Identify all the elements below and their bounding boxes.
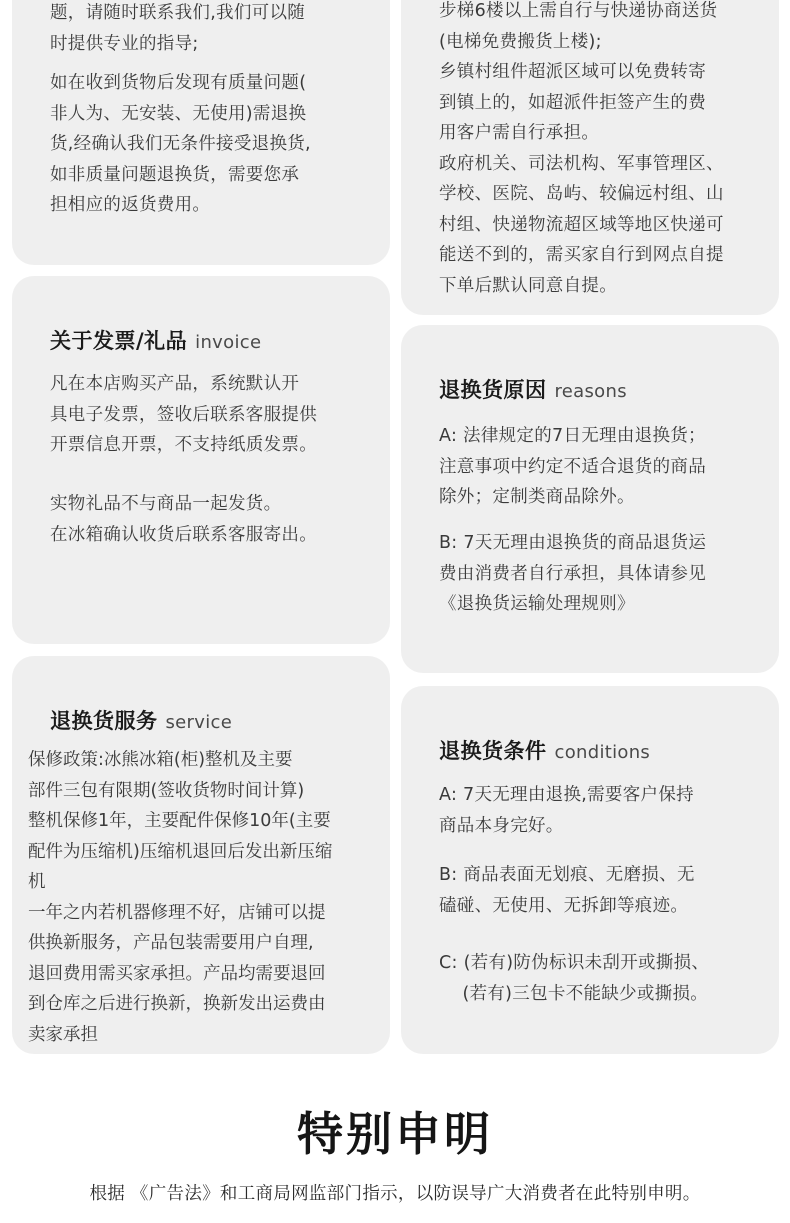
conditions-title-zh: 退换货条件 <box>439 739 547 763</box>
info-card-service <box>12 656 390 1054</box>
gift-text: 实物礼品不与商品一起发货。 在冰箱确认收货后联系客服寄出。 <box>50 494 317 545</box>
conditions-c-text: C: (若有)防伪标识未刮开或撕损、 (若有)三包卡不能缺少或撕损。 <box>439 953 710 1004</box>
reasons-title-zh: 退换货原因 <box>439 378 547 402</box>
info-card-reasons <box>401 325 779 673</box>
invoice-text: 凡在本店购买产品，系统默认开 具电子发票，签收后联系客服提供 开票信息开票，不支持纸质发票。 <box>50 374 317 455</box>
delivery-text: 步梯6楼以上需自行与快递协商送货 (电梯免费搬货上楼); 乡镇村组件超派区域可以免费转寄 到镇上的，如超派件拒签产生的费 用客户需自行承担。 政府机关、司法机构、军事管理区、 学校、医院、岛屿、较偏远村组、山 村组、快递物流超区域等地区快递可 能送不到的，需买家自行到网点自提 下单后默认同意自提。 <box>439 1 724 296</box>
conditions-a-text: A: 7天无理由退换,需要客户保持 商品本身完好。 <box>439 785 694 836</box>
service-text: 保修政策:冰熊冰箱(柜)整机及主要 部件三包有限期(签收货物时间计算) 整机保修1年，主要配件保修10年(主要 配件为压缩机)压缩机退回后发出新压缩 机 一年之内若机器修理不好，店铺可以提 供换新服务，产品包装需要用户自理, 退回费用需买家承担。产品均需要退回 到仓库之后进行换新，换新发出运费由 卖家承担 <box>28 750 333 1045</box>
info-card-invoice <box>12 276 390 644</box>
info-card-conditions <box>401 686 779 1054</box>
reasons-a-text: A: 法律规定的7日无理由退换货； 注意事项中约定不适合退货的商品 除外；定制类商品除外。 <box>439 426 706 507</box>
service-title-zh: 退换货服务 <box>50 709 158 733</box>
conditions-title-en: conditions <box>554 742 651 763</box>
invoice-card-title <box>50 325 261 355</box>
invoice-title-en: invoice <box>195 332 262 353</box>
info-card-delivery <box>401 0 779 315</box>
quality-return-text: 如在收到货物后发现有质量问题( 非人为、无安装、无使用)需退换 货,经确认我们无条件接受退换货, 如非质量问题退换货，需要您承 担相应的返货费用。 <box>50 73 311 215</box>
service-card-title <box>50 705 232 735</box>
reasons-b-text: B: 7天无理由退换货的商品退货运 费由消费者自行承担，具体请参见 《退换货运输处理规则》 <box>439 533 707 614</box>
conditions-card-title <box>439 735 650 765</box>
reasons-title-en: reasons <box>554 381 627 402</box>
service-title-en: service <box>165 712 233 733</box>
info-card-guidance <box>12 0 390 265</box>
declaration-text: 根据 《广告法》和工商局网监部门指示，以防误导广大消费者在此特别申明。 <box>89 1184 701 1204</box>
invoice-title-zh: 关于发票/礼品 <box>50 329 188 353</box>
declaration-title: 特别申明 <box>297 1107 493 1161</box>
guidance-text: 题，请随时联系我们,我们可以随 时提供专业的指导; <box>50 3 306 54</box>
reasons-card-title <box>439 374 627 404</box>
conditions-b-text: B: 商品表面无划痕、无磨损、无 磕碰、无使用、无拆卸等痕迹。 <box>439 865 695 916</box>
